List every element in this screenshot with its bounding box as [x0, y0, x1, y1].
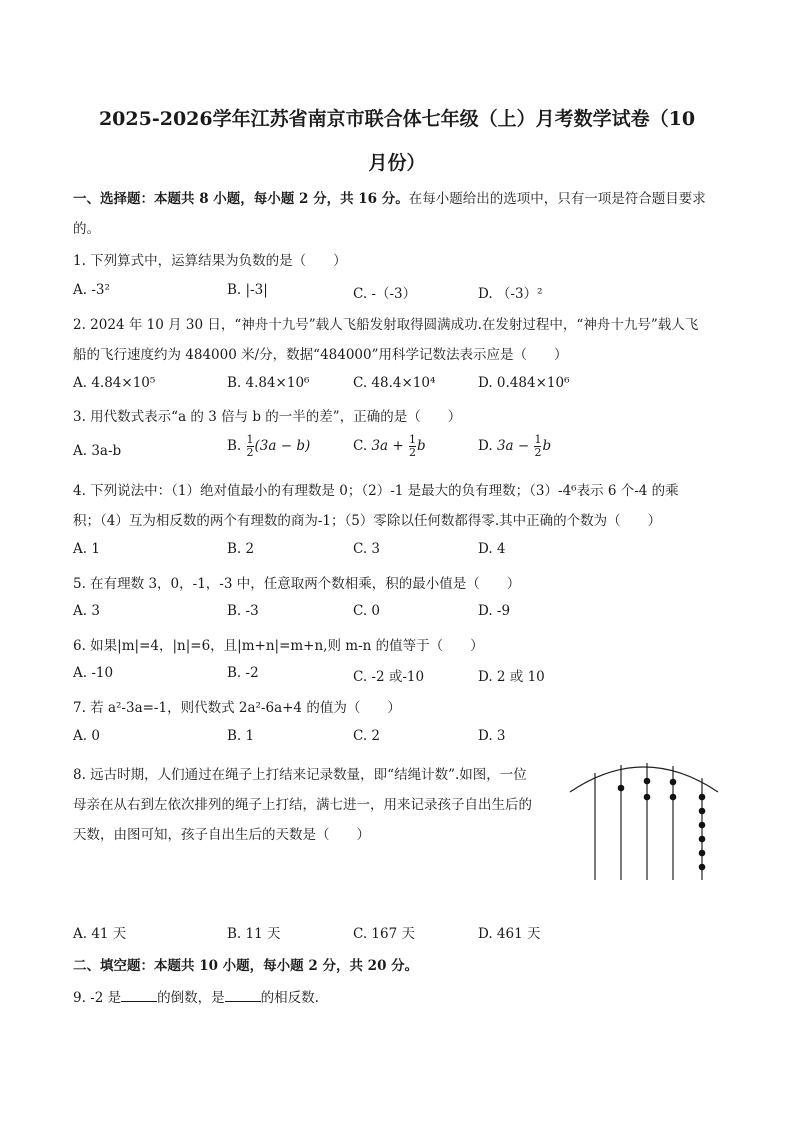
q8-stem-line3: 天数，由图可知，孩子自出生后的天数是（ ）	[73, 827, 370, 843]
q4-option-d: D. 4	[478, 541, 506, 557]
q7-option-c: C. 2	[353, 728, 381, 744]
frac-denominator: 2	[246, 446, 254, 459]
q8-option-c: C. 167 天	[353, 926, 415, 942]
q6-option-c: C. -2 或-10	[353, 669, 425, 685]
q4-option-c: C. 3	[353, 541, 381, 557]
q2-stem-line2: 船的飞行速度约为 484000 米/分，数据“484000”用科学记数法表示应是（ ）	[73, 347, 568, 363]
knot-rope-figure	[566, 756, 722, 884]
knot	[699, 850, 706, 857]
section1-desc-rest: 在每小题给出的选项中，只有一项是符合题目要求	[408, 191, 706, 207]
q3-stem: 3. 用代数式表示“a 的 3 倍与 b 的一半的差”，正确的是（ ）	[73, 409, 462, 425]
frac-numerator: 1	[534, 433, 542, 446]
section2-desc-bold: 本题共 10 小题，每小题 2 分，共 20 分。	[154, 958, 419, 974]
q3-d-prefix: D.	[478, 438, 493, 454]
q1-option-d: D. （-3）²	[478, 286, 543, 302]
q8-stem-line2: 母亲在从右到左依次排列的绳子上打结，满七进一，用来记录孩子自出生后的	[73, 797, 532, 813]
section1-heading: 一、选择题：	[73, 191, 154, 207]
q9-stem	[73, 986, 319, 1006]
q9-part1: 9. -2 是	[73, 990, 122, 1006]
q3-b-expr: (3a − b)	[254, 438, 311, 454]
q9-part3: 的相反数.	[260, 990, 319, 1006]
q5-stem: 5. 在有理数 3，0，-1，-3 中，任意取两个数相乘，积的最小值是（ ）	[73, 576, 521, 592]
q8-option-d: D. 461 天	[478, 926, 541, 942]
q8-option-b: B. 11 天	[227, 926, 281, 942]
section2-header	[73, 954, 418, 974]
knot	[644, 778, 651, 785]
q9-part2: 的倒数，是	[157, 990, 225, 1006]
q3-option-c	[353, 434, 426, 459]
q3-c-tail: b	[416, 438, 426, 454]
section1-desc-line2: 的。	[73, 221, 100, 237]
exam-title-line1: 2025-2026学年江苏省南京市联合体七年级（上）月考数学试卷（10	[98, 108, 696, 130]
q4-option-a: A. 1	[73, 541, 100, 557]
q4-stem-line1: 4. 下列说法中：（1）绝对值最小的有理数是 0；（2）-1 是最大的负有理数；（3）-4⁶表示 6 个-4 的乘	[73, 483, 679, 499]
knot	[699, 808, 706, 815]
q5-option-a: A. 3	[73, 603, 100, 619]
q7-option-a: A. 0	[73, 728, 100, 744]
q2-option-c: C. 48.4×10⁴	[353, 375, 436, 391]
exam-title-line2: 月份）	[368, 152, 426, 174]
q3-c-prefix: C.	[353, 438, 368, 454]
q4-option-b: B. 2	[227, 541, 255, 557]
q5-option-c: C. 0	[353, 603, 381, 619]
knot	[670, 794, 677, 801]
q1-option-a: A. -3²	[73, 282, 110, 298]
section1-header	[73, 187, 706, 207]
q7-option-b: B. 1	[227, 728, 255, 744]
q3-b-fraction	[247, 434, 254, 459]
hanging-rope-arc	[570, 767, 718, 792]
frac-numerator: 1	[408, 433, 416, 446]
q3-d-tail: b	[542, 438, 552, 454]
q6-option-a: A. -10	[73, 665, 114, 681]
q6-stem: 6. 如果|m|=4，|n|=6，且|m+n|=m+n,则 m-n 的值等于（ ）	[73, 638, 484, 654]
q7-option-d: D. 3	[478, 728, 506, 744]
q3-option-a: A. 3a-b	[73, 443, 122, 459]
frac-denominator: 2	[534, 446, 542, 459]
q8-stem-line1: 8. 远古时期，人们通过在绳子上打结来记录数量，即“结绳计数”.如图，一位	[73, 767, 527, 783]
q1-option-c: C. -（-3）	[353, 286, 417, 302]
knot	[699, 794, 706, 801]
q3-c-fraction	[409, 434, 416, 459]
q3-b-prefix: B.	[227, 438, 242, 454]
knot	[618, 785, 625, 792]
q3-c-expr: 3a +	[371, 438, 404, 454]
q3-d-fraction	[534, 434, 541, 459]
q5-option-d: D. -9	[478, 603, 511, 619]
q1-option-b: B. |-3|	[227, 282, 268, 298]
q9-blank-2[interactable]	[225, 989, 261, 1002]
knot	[699, 864, 706, 871]
q1-stem: 1. 下列算式中，运算结果为负数的是（ ）	[73, 253, 347, 269]
q2-stem-line1: 2. 2024 年 10 月 30 日，“神舟十九号”载人飞船发射取得圆满成功.在发射过程中，“神舟十九号”载人飞	[73, 317, 699, 333]
q4-stem-line2: 积；（4）互为相反数的两个有理数的商为-1；（5）零除以任何数都得零.其中正确的个数为（ ）	[73, 513, 662, 529]
section2-heading: 二、填空题：	[73, 958, 154, 974]
q2-option-a: A. 4.84×10⁵	[73, 375, 156, 391]
knot	[699, 836, 706, 843]
q8-option-a: A. 41 天	[73, 926, 127, 942]
q3-option-d	[478, 434, 551, 459]
knot	[699, 822, 706, 829]
frac-denominator: 2	[408, 446, 416, 459]
q6-option-b: B. -2	[227, 665, 259, 681]
q2-option-b: B. 4.84×10⁶	[227, 375, 310, 391]
q9-blank-1[interactable]	[121, 989, 157, 1002]
q5-option-b: B. -3	[227, 603, 259, 619]
knot	[670, 779, 677, 786]
section1-desc-bold: 本题共 8 小题，每小题 2 分，共 16 分。	[154, 191, 409, 207]
frac-numerator: 1	[246, 433, 254, 446]
q2-option-d: D. 0.484×10⁶	[478, 375, 570, 391]
q6-option-d: D. 2 或 10	[478, 669, 545, 685]
q3-option-b	[227, 434, 310, 459]
knot	[644, 794, 651, 801]
q3-d-expr: 3a −	[496, 438, 530, 454]
q7-stem: 7. 若 a²-3a=-1，则代数式 2a²-6a+4 的值为（ ）	[73, 700, 401, 716]
